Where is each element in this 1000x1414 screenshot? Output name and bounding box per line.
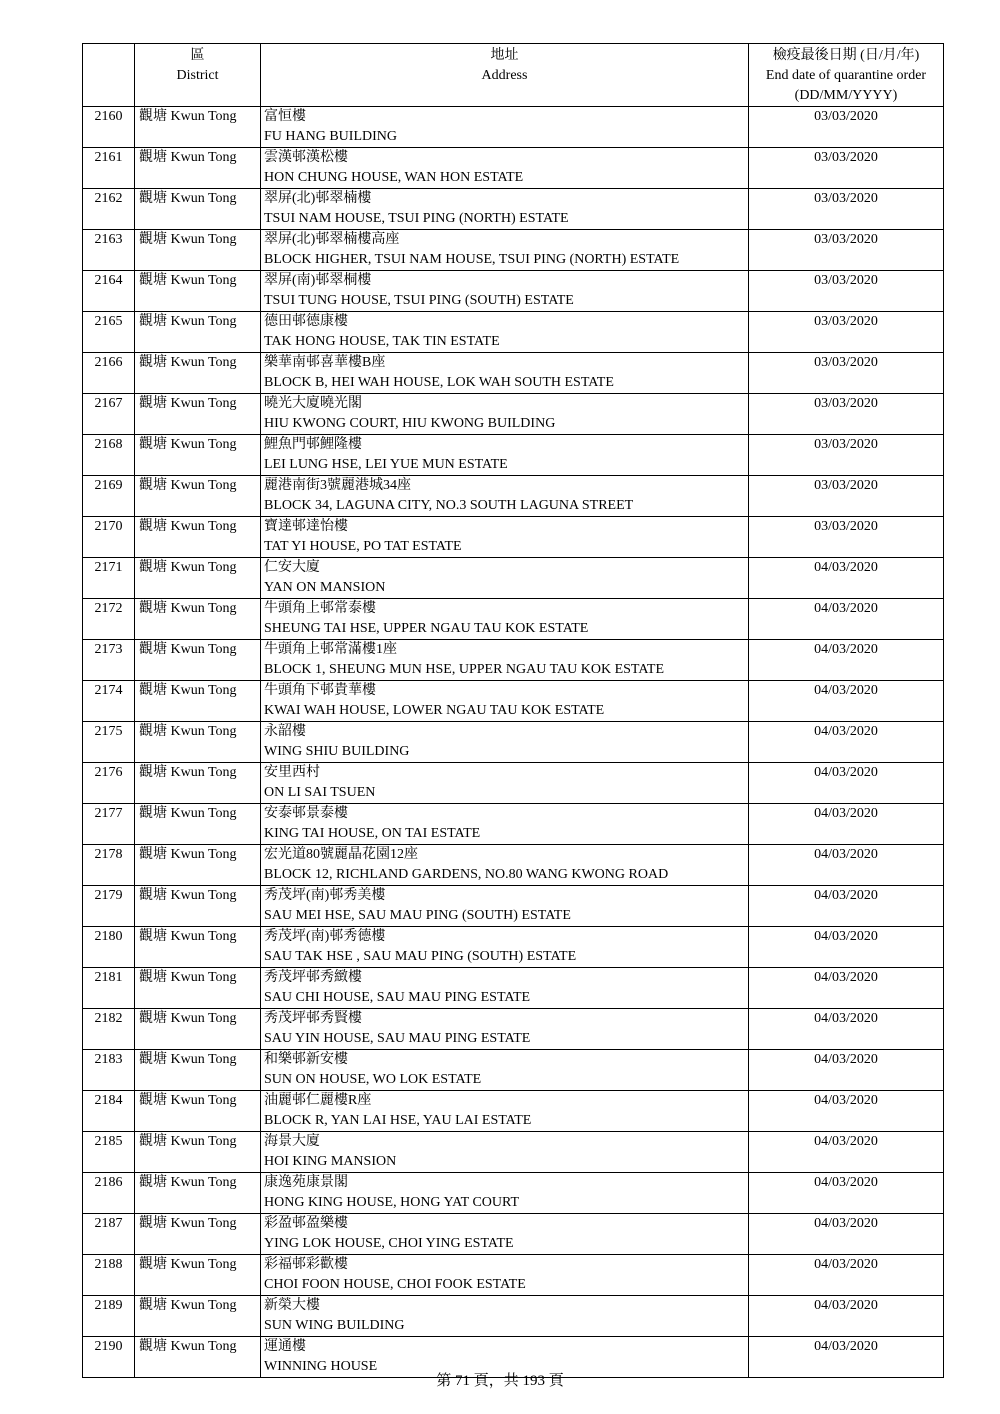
row-number: 2178 xyxy=(83,845,135,886)
row-address xyxy=(261,476,749,517)
row-district: 觀塘 Kwun Tong xyxy=(135,599,261,640)
table-row xyxy=(83,353,944,394)
row-end-date: 04/03/2020 xyxy=(749,1255,944,1296)
row-address-zh: 秀茂坪邨秀緻樓 xyxy=(264,970,362,985)
row-end-date: 03/03/2020 xyxy=(749,394,944,435)
table-row xyxy=(83,312,944,353)
row-address xyxy=(261,722,749,763)
row-end-date: 03/03/2020 xyxy=(749,148,944,189)
table-row xyxy=(83,476,944,517)
table-row xyxy=(83,1296,944,1337)
table-header xyxy=(83,44,944,107)
row-address-zh: 彩盈邨盈樂樓 xyxy=(264,1216,348,1231)
row-address-zh: 宏光道80號麗晶花園12座 xyxy=(264,847,418,862)
row-end-date: 03/03/2020 xyxy=(749,312,944,353)
row-address xyxy=(261,1091,749,1132)
row-address-en: TSUI TUNG HOUSE, TSUI PING (SOUTH) ESTATE xyxy=(264,293,574,308)
row-address-en: KING TAI HOUSE, ON TAI ESTATE xyxy=(264,826,481,841)
row-address xyxy=(261,968,749,1009)
row-address-zh: 翠屏(南)邨翠桐樓 xyxy=(264,273,372,288)
row-address-zh: 牛頭角下邨貴華樓 xyxy=(264,683,376,698)
row-district: 觀塘 Kwun Tong xyxy=(135,681,261,722)
row-district: 觀塘 Kwun Tong xyxy=(135,148,261,189)
row-address xyxy=(261,230,749,271)
row-number: 2176 xyxy=(83,763,135,804)
row-address-en: TAK HONG HOUSE, TAK TIN ESTATE xyxy=(264,334,500,349)
table-row xyxy=(83,107,944,148)
table-row xyxy=(83,886,944,927)
row-district: 觀塘 Kwun Tong xyxy=(135,1296,261,1337)
row-end-date: 04/03/2020 xyxy=(749,1009,944,1050)
row-number: 2162 xyxy=(83,189,135,230)
row-address-en: KWAI WAH HOUSE, LOWER NGAU TAU KOK ESTATE xyxy=(264,703,605,718)
table-row xyxy=(83,681,944,722)
table-row xyxy=(83,927,944,968)
row-address-zh: 新榮大樓 xyxy=(264,1298,320,1313)
row-district: 觀塘 Kwun Tong xyxy=(135,517,261,558)
table-row xyxy=(83,517,944,558)
row-district: 觀塘 Kwun Tong xyxy=(135,845,261,886)
row-district: 觀塘 Kwun Tong xyxy=(135,927,261,968)
row-district: 觀塘 Kwun Tong xyxy=(135,394,261,435)
row-number: 2167 xyxy=(83,394,135,435)
header-date xyxy=(749,44,944,107)
row-number: 2173 xyxy=(83,640,135,681)
row-end-date: 04/03/2020 xyxy=(749,1132,944,1173)
row-district: 觀塘 Kwun Tong xyxy=(135,1337,261,1378)
table-row xyxy=(83,558,944,599)
header-date-zh: 檢疫最後日期 (日/月/年) xyxy=(772,48,920,63)
row-address-en: HIU KWONG COURT, HIU KWONG BUILDING xyxy=(264,416,556,431)
row-address-zh: 麗港南街3號麗港城34座 xyxy=(264,478,411,493)
row-number: 2182 xyxy=(83,1009,135,1050)
row-address-zh: 秀茂坪(南)邨秀美樓 xyxy=(264,888,386,903)
row-end-date: 04/03/2020 xyxy=(749,763,944,804)
row-district: 觀塘 Kwun Tong xyxy=(135,353,261,394)
row-number: 2172 xyxy=(83,599,135,640)
row-address xyxy=(261,1173,749,1214)
row-address-zh: 富恒樓 xyxy=(264,109,306,124)
row-end-date: 04/03/2020 xyxy=(749,599,944,640)
row-district: 觀塘 Kwun Tong xyxy=(135,886,261,927)
row-district: 觀塘 Kwun Tong xyxy=(135,968,261,1009)
row-address xyxy=(261,353,749,394)
row-address xyxy=(261,1296,749,1337)
row-district: 觀塘 Kwun Tong xyxy=(135,435,261,476)
row-end-date: 04/03/2020 xyxy=(749,558,944,599)
row-end-date: 04/03/2020 xyxy=(749,681,944,722)
row-end-date: 04/03/2020 xyxy=(749,640,944,681)
row-address xyxy=(261,435,749,476)
row-district: 觀塘 Kwun Tong xyxy=(135,107,261,148)
row-address-zh: 雲漢邨漢松樓 xyxy=(264,150,348,165)
row-number: 2171 xyxy=(83,558,135,599)
row-address-zh: 康逸苑康景閣 xyxy=(264,1175,348,1190)
row-address-zh: 德田邨德康樓 xyxy=(264,314,348,329)
row-number: 2165 xyxy=(83,312,135,353)
row-end-date: 03/03/2020 xyxy=(749,107,944,148)
table-row xyxy=(83,1255,944,1296)
row-end-date: 03/03/2020 xyxy=(749,230,944,271)
row-district: 觀塘 Kwun Tong xyxy=(135,1255,261,1296)
table-row xyxy=(83,1050,944,1091)
header-district xyxy=(135,44,261,107)
row-district: 觀塘 Kwun Tong xyxy=(135,312,261,353)
row-address-zh: 秀茂坪邨秀賢樓 xyxy=(264,1011,362,1026)
row-end-date: 04/03/2020 xyxy=(749,1173,944,1214)
table-row xyxy=(83,148,944,189)
row-address xyxy=(261,845,749,886)
row-end-date: 04/03/2020 xyxy=(749,1214,944,1255)
row-address xyxy=(261,804,749,845)
row-number: 2168 xyxy=(83,435,135,476)
row-address xyxy=(261,148,749,189)
row-address-zh: 牛頭角上邨常滿樓1座 xyxy=(264,642,397,657)
row-address-en: HOI KING MANSION xyxy=(264,1154,397,1169)
table-row xyxy=(83,189,944,230)
row-address xyxy=(261,763,749,804)
row-address xyxy=(261,1214,749,1255)
table-row xyxy=(83,435,944,476)
row-address xyxy=(261,681,749,722)
row-end-date: 04/03/2020 xyxy=(749,968,944,1009)
header-address-en: Address xyxy=(481,68,528,83)
row-address xyxy=(261,189,749,230)
row-address xyxy=(261,271,749,312)
row-number: 2160 xyxy=(83,107,135,148)
row-address-zh: 秀茂坪(南)邨秀德樓 xyxy=(264,929,386,944)
row-address-zh: 牛頭角上邨常泰樓 xyxy=(264,601,376,616)
row-address-en: BLOCK 12, RICHLAND GARDENS, NO.80 WANG KWONG ROAD xyxy=(264,867,669,882)
table-row xyxy=(83,394,944,435)
row-address-en: CHOI FOON HOUSE, CHOI FOOK ESTATE xyxy=(264,1277,526,1292)
row-district: 觀塘 Kwun Tong xyxy=(135,558,261,599)
row-number: 2184 xyxy=(83,1091,135,1132)
row-address-en: SUN ON HOUSE, WO LOK ESTATE xyxy=(264,1072,482,1087)
row-number: 2186 xyxy=(83,1173,135,1214)
row-number: 2170 xyxy=(83,517,135,558)
header-address-zh: 地址 xyxy=(490,48,519,63)
row-district: 觀塘 Kwun Tong xyxy=(135,1009,261,1050)
row-address-zh: 寶達邨達怡樓 xyxy=(264,519,348,534)
row-address-en: FU HANG BUILDING xyxy=(264,129,397,144)
row-end-date: 04/03/2020 xyxy=(749,1296,944,1337)
row-number: 2180 xyxy=(83,927,135,968)
row-address xyxy=(261,107,749,148)
table-row xyxy=(83,230,944,271)
row-end-date: 04/03/2020 xyxy=(749,1050,944,1091)
row-address-en: SAU CHI HOUSE, SAU MAU PING ESTATE xyxy=(264,990,531,1005)
table-row xyxy=(83,1173,944,1214)
table-row xyxy=(83,1132,944,1173)
row-number: 2174 xyxy=(83,681,135,722)
row-address-en: HONG KING HOUSE, HONG YAT COURT xyxy=(264,1195,520,1210)
row-end-date: 03/03/2020 xyxy=(749,435,944,476)
row-address-zh: 永韶樓 xyxy=(264,724,306,739)
table-row xyxy=(83,1091,944,1132)
row-district: 觀塘 Kwun Tong xyxy=(135,230,261,271)
row-number: 2190 xyxy=(83,1337,135,1378)
row-address xyxy=(261,599,749,640)
row-district: 觀塘 Kwun Tong xyxy=(135,640,261,681)
row-end-date: 03/03/2020 xyxy=(749,517,944,558)
row-address-en: BLOCK 34, LAGUNA CITY, NO.3 SOUTH LAGUNA STREET xyxy=(264,498,634,513)
header-no xyxy=(83,44,135,107)
row-number: 2181 xyxy=(83,968,135,1009)
row-address xyxy=(261,927,749,968)
row-address-en: BLOCK B, HEI WAH HOUSE, LOK WAH SOUTH ESTATE xyxy=(264,375,614,390)
row-district: 觀塘 Kwun Tong xyxy=(135,763,261,804)
row-address-zh: 安里西村 xyxy=(264,765,320,780)
table-row xyxy=(83,1214,944,1255)
row-address xyxy=(261,1255,749,1296)
row-address-zh: 仁安大廈 xyxy=(264,560,320,575)
table-row xyxy=(83,640,944,681)
row-address xyxy=(261,640,749,681)
row-district: 觀塘 Kwun Tong xyxy=(135,476,261,517)
row-address-en: SUN WING BUILDING xyxy=(264,1318,405,1333)
table-row xyxy=(83,804,944,845)
row-address-en: TAT YI HOUSE, PO TAT ESTATE xyxy=(264,539,462,554)
row-address xyxy=(261,517,749,558)
row-address-en: YAN ON MANSION xyxy=(264,580,386,595)
row-number: 2169 xyxy=(83,476,135,517)
row-number: 2183 xyxy=(83,1050,135,1091)
row-address-en: YING LOK HOUSE, CHOI YING ESTATE xyxy=(264,1236,514,1251)
row-number: 2189 xyxy=(83,1296,135,1337)
row-address-zh: 翠屏(北)邨翠楠樓 xyxy=(264,191,372,206)
row-address-zh: 曉光大廈曉光閣 xyxy=(264,396,362,411)
row-number: 2166 xyxy=(83,353,135,394)
row-address xyxy=(261,394,749,435)
row-address-en: TSUI NAM HOUSE, TSUI PING (NORTH) ESTATE xyxy=(264,211,569,226)
row-end-date: 03/03/2020 xyxy=(749,353,944,394)
row-address-en: SAU TAK HSE , SAU MAU PING (SOUTH) ESTATE xyxy=(264,949,577,964)
row-address xyxy=(261,558,749,599)
row-address xyxy=(261,1009,749,1050)
row-district: 觀塘 Kwun Tong xyxy=(135,271,261,312)
row-address-zh: 和樂邨新安樓 xyxy=(264,1052,348,1067)
row-address-en: SHEUNG TAI HSE, UPPER NGAU TAU KOK ESTATE xyxy=(264,621,589,636)
row-address-en: BLOCK HIGHER, TSUI NAM HOUSE, TSUI PING (NORTH) ESTATE xyxy=(264,252,680,267)
row-end-date: 04/03/2020 xyxy=(749,1091,944,1132)
header-district-en: District xyxy=(176,68,219,83)
row-address xyxy=(261,1050,749,1091)
table-row xyxy=(83,763,944,804)
row-address-en: WING SHIU BUILDING xyxy=(264,744,410,759)
row-address-en: ON LI SAI TSUEN xyxy=(264,785,376,800)
row-address xyxy=(261,312,749,353)
row-address-zh: 運通樓 xyxy=(264,1339,306,1354)
row-address-en: WINNING HOUSE xyxy=(264,1359,378,1374)
row-end-date: 03/03/2020 xyxy=(749,271,944,312)
quarantine-table xyxy=(82,43,944,1378)
row-address-en: BLOCK 1, SHEUNG MUN HSE, UPPER NGAU TAU KOK ESTATE xyxy=(264,662,665,677)
row-number: 2175 xyxy=(83,722,135,763)
row-district: 觀塘 Kwun Tong xyxy=(135,804,261,845)
header-address xyxy=(261,44,749,107)
table-body xyxy=(83,107,944,1378)
row-address-en: BLOCK R, YAN LAI HSE, YAU LAI ESTATE xyxy=(264,1113,532,1128)
row-end-date: 03/03/2020 xyxy=(749,189,944,230)
table-row xyxy=(83,722,944,763)
row-end-date: 04/03/2020 xyxy=(749,1337,944,1378)
row-end-date: 04/03/2020 xyxy=(749,927,944,968)
header-district-zh: 區 xyxy=(190,48,205,63)
table-row xyxy=(83,968,944,1009)
row-number: 2187 xyxy=(83,1214,135,1255)
row-address-zh: 油麗邨仁麗樓R座 xyxy=(264,1093,372,1108)
row-number: 2164 xyxy=(83,271,135,312)
row-number: 2185 xyxy=(83,1132,135,1173)
table-row xyxy=(83,845,944,886)
row-end-date: 04/03/2020 xyxy=(749,845,944,886)
header-date-en: End date of quarantine order xyxy=(765,68,927,83)
row-address-en: SAU MEI HSE, SAU MAU PING (SOUTH) ESTATE xyxy=(264,908,571,923)
table-row xyxy=(83,1009,944,1050)
row-address xyxy=(261,1132,749,1173)
row-address-en: HON CHUNG HOUSE, WAN HON ESTATE xyxy=(264,170,524,185)
row-number: 2177 xyxy=(83,804,135,845)
row-district: 觀塘 Kwun Tong xyxy=(135,1173,261,1214)
page-number: 第 71 頁，共 193 頁 xyxy=(436,1373,564,1389)
row-district: 觀塘 Kwun Tong xyxy=(135,722,261,763)
row-address-en: LEI LUNG HSE, LEI YUE MUN ESTATE xyxy=(264,457,508,472)
row-number: 2161 xyxy=(83,148,135,189)
row-district: 觀塘 Kwun Tong xyxy=(135,1132,261,1173)
row-address-zh: 彩福邨彩歡樓 xyxy=(264,1257,348,1272)
row-address-en: SAU YIN HOUSE, SAU MAU PING ESTATE xyxy=(264,1031,531,1046)
row-end-date: 04/03/2020 xyxy=(749,886,944,927)
row-number: 2179 xyxy=(83,886,135,927)
row-end-date: 04/03/2020 xyxy=(749,804,944,845)
row-address xyxy=(261,886,749,927)
row-number: 2163 xyxy=(83,230,135,271)
row-address-zh: 樂華南邨喜華樓B座 xyxy=(264,355,386,370)
row-address-zh: 安泰邨景泰樓 xyxy=(264,806,348,821)
table-row xyxy=(83,271,944,312)
header-date-format: (DD/MM/YYYY) xyxy=(794,88,898,103)
row-district: 觀塘 Kwun Tong xyxy=(135,1214,261,1255)
row-end-date: 03/03/2020 xyxy=(749,476,944,517)
row-number: 2188 xyxy=(83,1255,135,1296)
row-address-zh: 翠屏(北)邨翠楠樓高座 xyxy=(264,232,400,247)
row-district: 觀塘 Kwun Tong xyxy=(135,1050,261,1091)
row-end-date: 04/03/2020 xyxy=(749,722,944,763)
row-district: 觀塘 Kwun Tong xyxy=(135,1091,261,1132)
row-address-zh: 鯉魚門邨鯉隆樓 xyxy=(264,437,362,452)
row-address-zh: 海景大廈 xyxy=(264,1134,320,1149)
row-district: 觀塘 Kwun Tong xyxy=(135,189,261,230)
table-row xyxy=(83,599,944,640)
